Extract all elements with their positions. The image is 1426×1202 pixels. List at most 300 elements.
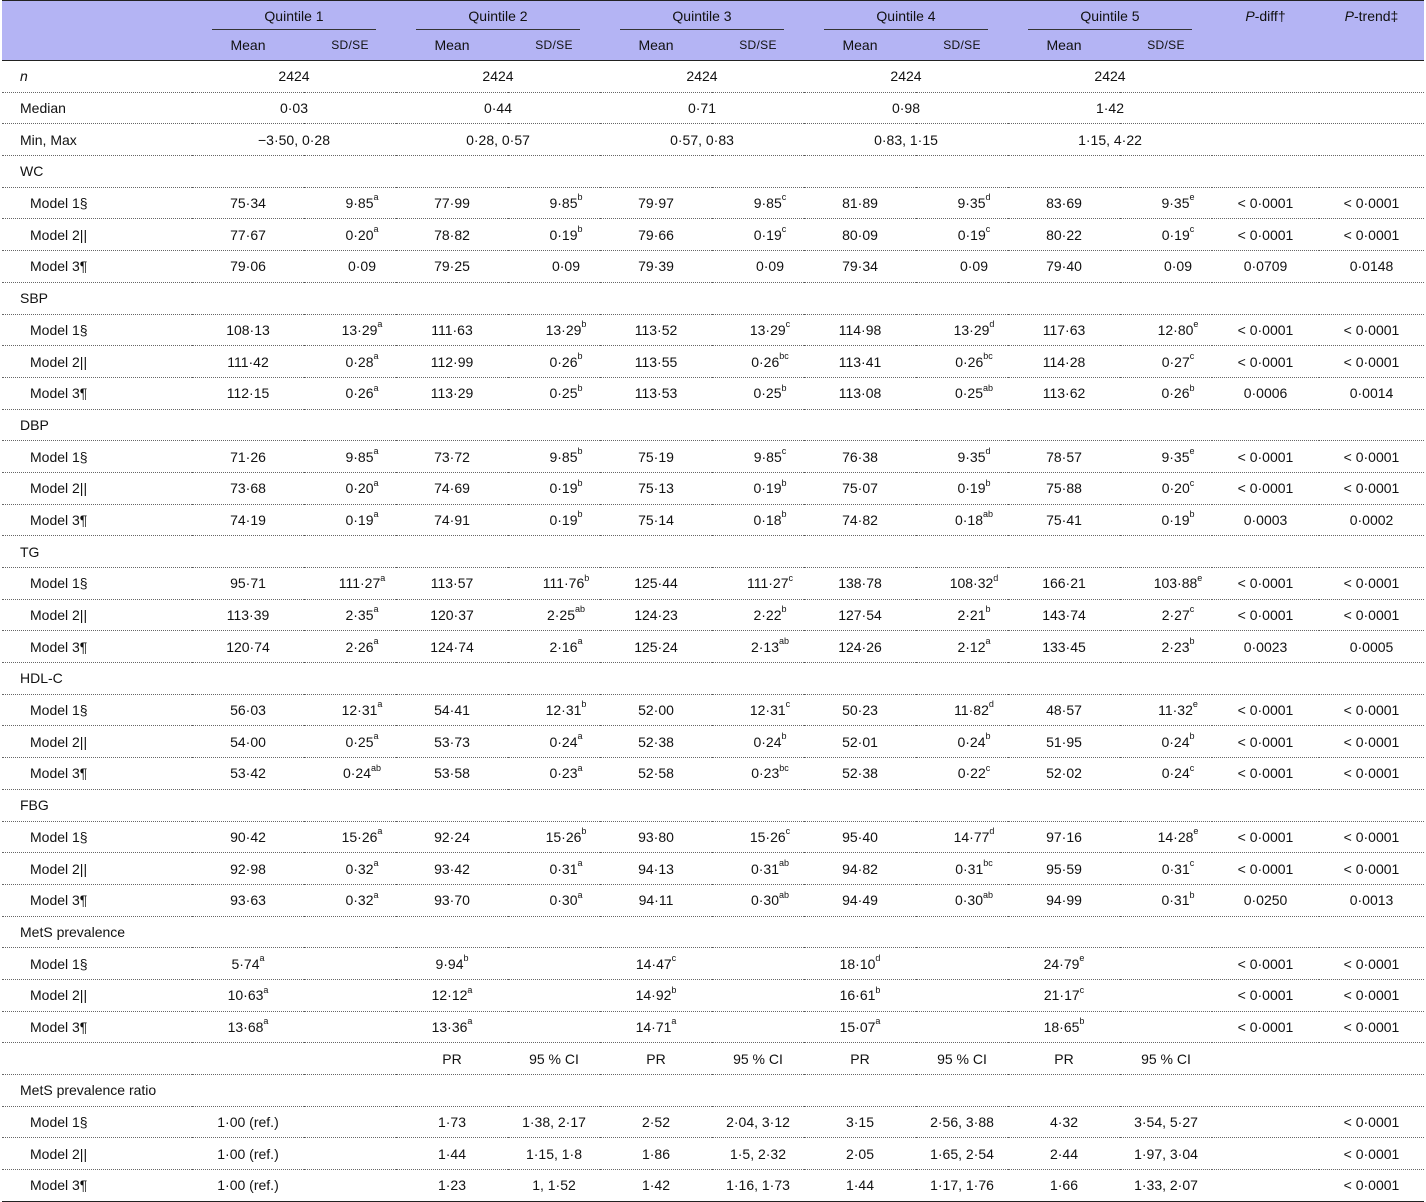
- mean-value: 111·42: [192, 346, 304, 378]
- empty-cell: [508, 156, 600, 188]
- empty-cell: [804, 663, 916, 695]
- significance-letter: b: [781, 604, 787, 615]
- sd-value: [712, 472, 804, 504]
- mean-value: 77·67: [192, 219, 304, 251]
- empty-cell: [1120, 1011, 1212, 1043]
- significance-letter: a: [373, 636, 379, 647]
- table-row: [2, 853, 1424, 885]
- empty-cell: [1212, 1170, 1319, 1202]
- sd-number: 2·35: [345, 607, 374, 624]
- sd-value: [304, 251, 396, 283]
- model-label: Model 3¶: [2, 377, 192, 409]
- significance-letter: c: [1189, 224, 1195, 235]
- sd-number: 0·31: [1161, 892, 1190, 909]
- sd-value: [304, 504, 396, 536]
- sd-value: [1120, 219, 1212, 251]
- sd-value: [304, 314, 396, 346]
- mean-value: 75·14: [600, 504, 712, 536]
- sd-value: [712, 251, 804, 283]
- prevalence-value: [396, 979, 508, 1011]
- sd-value: [1120, 441, 1212, 473]
- empty-cell: [600, 789, 712, 821]
- ci-value: 1, 1·52: [508, 1170, 600, 1202]
- sd-number: 0·28: [345, 353, 374, 370]
- prevalence-value: [396, 948, 508, 980]
- p-diff-italic: P: [1245, 7, 1255, 24]
- empty-cell: [1319, 282, 1424, 314]
- empty-cell: [1212, 1075, 1319, 1107]
- empty-cell: [712, 1011, 804, 1043]
- significance-letter: e: [1189, 192, 1195, 203]
- empty-cell: [1008, 663, 1120, 695]
- empty-cell: [916, 156, 1008, 188]
- pr-header: PR: [804, 1043, 916, 1075]
- sd-number: 0·19: [549, 511, 578, 528]
- p-diff-value: < 0·0001: [1212, 599, 1319, 631]
- empty-cell: [712, 282, 804, 314]
- mean-value: 75·34: [192, 187, 304, 219]
- prevalence-value: [1008, 979, 1120, 1011]
- mean-value: 73·68: [192, 472, 304, 504]
- sd-value: [916, 441, 1008, 473]
- empty-cell: [916, 948, 1008, 980]
- prevalence-value: [600, 1011, 712, 1043]
- significance-letter: c: [985, 224, 991, 235]
- mean-value: 79·25: [396, 251, 508, 283]
- significance-letter: b: [584, 572, 590, 583]
- sd-value: [916, 884, 1008, 916]
- empty-cell: [508, 409, 600, 441]
- prevalence-number: 21·17: [1043, 987, 1080, 1004]
- significance-letter: a: [875, 1016, 881, 1027]
- significance-letter: a: [373, 604, 379, 615]
- sd-value: [712, 726, 804, 758]
- sd-number: 0·24: [549, 733, 578, 750]
- quintile-header: Quintile 1: [192, 1, 396, 31]
- sd-value: [304, 219, 396, 251]
- sd-number: 2·25: [546, 607, 575, 624]
- mean-value: 53·58: [396, 758, 508, 790]
- empty-cell: [508, 1075, 600, 1107]
- ci-value: 1·97, 3·04: [1120, 1138, 1212, 1170]
- p-diff-value: 0·0250: [1212, 884, 1319, 916]
- p-diff-suffix: -diff†: [1254, 7, 1286, 24]
- model-label: Model 2||: [2, 599, 192, 631]
- significance-letter: a: [671, 1016, 677, 1027]
- table-row: [2, 948, 1424, 980]
- sd-value: [304, 726, 396, 758]
- sd-value: [1120, 821, 1212, 853]
- sd-value: [712, 219, 804, 251]
- sd-number: 2·13: [750, 638, 779, 655]
- prevalence-number: 14·71: [635, 1018, 672, 1035]
- significance-letter: c: [781, 192, 787, 203]
- ci-value: 1·17, 1·76: [916, 1170, 1008, 1202]
- sd-value: [712, 504, 804, 536]
- mean-value: 93·80: [600, 821, 712, 853]
- sd-value: [1120, 884, 1212, 916]
- table-row: [2, 1138, 1424, 1170]
- significance-letter: b: [1189, 509, 1195, 520]
- prevalence-number: 18·10: [839, 955, 876, 972]
- significance-letter: a: [577, 857, 583, 868]
- significance-letter: c: [1189, 857, 1195, 868]
- ci-header: 95 % CI: [1120, 1043, 1212, 1075]
- mean-value: 75·13: [600, 472, 712, 504]
- empty-cell: [1212, 282, 1319, 314]
- p-trend-italic: P: [1344, 7, 1354, 24]
- significance-letter: c: [985, 762, 991, 773]
- row-label-text: Median: [20, 100, 66, 117]
- model-label: Model 3¶: [2, 1011, 192, 1043]
- empty-cell: [1319, 916, 1424, 948]
- table-row: [2, 441, 1424, 473]
- empty-cell: [600, 1075, 712, 1107]
- sd-value: [712, 568, 804, 600]
- header-blank: [2, 30, 192, 61]
- empty-cell: [916, 916, 1008, 948]
- empty-cell: [1120, 916, 1212, 948]
- sd-value: [916, 377, 1008, 409]
- mean-value: 127·54: [804, 599, 916, 631]
- empty-cell: [1120, 663, 1212, 695]
- sd-value: [508, 472, 600, 504]
- significance-letter: a: [985, 636, 991, 647]
- p-diff-value: < 0·0001: [1212, 948, 1319, 980]
- empty-cell: [304, 1138, 396, 1170]
- sd-value: [1120, 504, 1212, 536]
- sd-number: 111·76: [542, 575, 585, 592]
- table-row: [2, 219, 1424, 251]
- significance-letter: ab: [779, 889, 790, 900]
- mean-value: 133·45: [1008, 631, 1120, 663]
- sd-number: 0·19: [957, 226, 986, 243]
- empty-cell: [304, 282, 396, 314]
- empty-cell: [1212, 1106, 1319, 1138]
- sd-value: [304, 187, 396, 219]
- significance-letter: a: [577, 889, 583, 900]
- prevalence-value: [1008, 948, 1120, 980]
- sd-number: 0·25: [345, 733, 374, 750]
- p-trend-value: < 0·0001: [1319, 853, 1424, 885]
- pr-value: 1·23: [396, 1170, 508, 1202]
- empty-cell: [508, 948, 600, 980]
- significance-letter: b: [781, 382, 787, 393]
- empty-cell: [712, 663, 804, 695]
- sd-value: [916, 314, 1008, 346]
- sd-number: 9·85: [753, 195, 782, 212]
- ci-value: 1·16, 1·73: [712, 1170, 804, 1202]
- empty-cell: [1212, 156, 1319, 188]
- prevalence-number: 9·94: [435, 955, 464, 972]
- empty-cell: [192, 282, 304, 314]
- mean-value: 94·49: [804, 884, 916, 916]
- sd-value: [508, 377, 600, 409]
- significance-letter: ab: [779, 857, 790, 868]
- table-row: [2, 884, 1424, 916]
- significance-letter: a: [377, 699, 383, 710]
- significance-letter: b: [1189, 382, 1195, 393]
- p-diff-value: 0·0006: [1212, 377, 1319, 409]
- mean-value: 94·82: [804, 853, 916, 885]
- empty-cell: [508, 282, 600, 314]
- empty-cell: [1319, 1075, 1424, 1107]
- mean-value: 93·70: [396, 884, 508, 916]
- significance-letter: d: [993, 572, 999, 583]
- empty-cell: [396, 916, 508, 948]
- group-label: DBP: [2, 409, 192, 441]
- reference-value: 1·00 (ref.): [192, 1170, 304, 1202]
- p-diff-value: < 0·0001: [1212, 187, 1319, 219]
- significance-letter: b: [985, 604, 991, 615]
- mean-value: 94·13: [600, 853, 712, 885]
- sd-number: 0·19: [345, 511, 374, 528]
- significance-letter: a: [263, 1016, 269, 1027]
- sd-number: 0·30: [750, 892, 779, 909]
- mean-value: 143·74: [1008, 599, 1120, 631]
- sd-value: [508, 821, 600, 853]
- significance-letter: a: [577, 731, 583, 742]
- empty-cell: [1319, 409, 1424, 441]
- sd-value: [304, 758, 396, 790]
- empty-cell: [600, 536, 712, 568]
- significance-letter: e: [1079, 952, 1085, 963]
- mean-value: 112·99: [396, 346, 508, 378]
- mean-value: 120·74: [192, 631, 304, 663]
- summary-value: 2424: [600, 61, 804, 93]
- summary-value: 2424: [396, 61, 600, 93]
- mean-value: 74·91: [396, 504, 508, 536]
- ci-header: 95 % CI: [916, 1043, 1008, 1075]
- p-diff-value: < 0·0001: [1212, 726, 1319, 758]
- mean-value: 138·78: [804, 568, 916, 600]
- empty-cell: [1212, 663, 1319, 695]
- ci-value: 1·65, 2·54: [916, 1138, 1008, 1170]
- empty-cell: [712, 409, 804, 441]
- empty-cell: [508, 1011, 600, 1043]
- empty-cell: [916, 282, 1008, 314]
- p-diff-value: < 0·0001: [1212, 568, 1319, 600]
- empty-cell: [304, 1011, 396, 1043]
- pr-value: 1·73: [396, 1106, 508, 1138]
- empty-cell: [1212, 92, 1319, 124]
- mean-header: Mean: [804, 30, 916, 61]
- mean-value: 75·19: [600, 441, 712, 473]
- sd-number: 0·25: [549, 385, 578, 402]
- p-trend-value: 0·0005: [1319, 631, 1424, 663]
- empty-cell: [304, 1106, 396, 1138]
- p-diff-value: < 0·0001: [1212, 979, 1319, 1011]
- mean-value: 79·66: [600, 219, 712, 251]
- empty-cell: [916, 979, 1008, 1011]
- mean-value: 113·57: [396, 568, 508, 600]
- sd-number: 2·22: [753, 607, 782, 624]
- sd-number: 0·25: [954, 385, 983, 402]
- significance-letter: b: [581, 319, 587, 330]
- model-label: Model 1§: [2, 187, 192, 219]
- sd-number: 0·09: [755, 258, 785, 275]
- sd-number: 0·25: [753, 385, 782, 402]
- sd-number: 0·24: [957, 733, 986, 750]
- significance-letter: b: [1189, 731, 1195, 742]
- significance-letter: b: [581, 826, 587, 837]
- p-trend-value: < 0·0001: [1319, 568, 1424, 600]
- significance-letter: b: [577, 224, 583, 235]
- model-label: Model 2||: [2, 726, 192, 758]
- pr-value: 1·86: [600, 1138, 712, 1170]
- empty-cell: [508, 916, 600, 948]
- sd-number: 0·18: [954, 511, 983, 528]
- sd-value: [916, 187, 1008, 219]
- sd-number: 15·26: [545, 828, 582, 845]
- significance-letter: ab: [983, 509, 994, 520]
- pr-value: 1·44: [804, 1170, 916, 1202]
- empty-cell: [1212, 536, 1319, 568]
- significance-letter: b: [985, 477, 991, 488]
- table-row: [2, 1106, 1424, 1138]
- pr-value: 1·42: [600, 1170, 712, 1202]
- significance-letter: b: [577, 382, 583, 393]
- group-label: TG: [2, 536, 192, 568]
- empty-cell: [192, 663, 304, 695]
- mean-value: 50·23: [804, 694, 916, 726]
- sd-value: [508, 726, 600, 758]
- p-trend-value: < 0·0001: [1319, 1011, 1424, 1043]
- empty-cell: [1319, 124, 1424, 156]
- significance-letter: e: [1193, 319, 1199, 330]
- sd-se-header: SD/SE: [508, 30, 600, 61]
- model-label: Model 2||: [2, 472, 192, 504]
- sd-value: [304, 377, 396, 409]
- significance-letter: c: [788, 572, 793, 583]
- mean-value: 48·57: [1008, 694, 1120, 726]
- significance-letter: c: [1079, 984, 1085, 995]
- sd-number: 11·82: [954, 702, 989, 719]
- sd-value: [508, 568, 600, 600]
- significance-letter: b: [577, 509, 583, 520]
- prevalence-number: 18·65: [1043, 1018, 1080, 1035]
- significance-letter: d: [989, 319, 995, 330]
- mean-value: 111·63: [396, 314, 508, 346]
- sd-value: [712, 758, 804, 790]
- sd-number: 0·24: [1161, 765, 1190, 782]
- model-label: Model 2||: [2, 1138, 192, 1170]
- sd-value: [508, 314, 600, 346]
- sd-number: 15·26: [749, 828, 786, 845]
- summary-value: 0·28, 0·57: [396, 124, 600, 156]
- group-label-row: [2, 409, 1424, 441]
- sd-se-header: SD/SE: [712, 30, 804, 61]
- header-blank: [2, 1, 192, 31]
- p-trend-value: < 0·0001: [1319, 948, 1424, 980]
- significance-letter: b: [781, 477, 787, 488]
- sd-number: 0·26: [345, 385, 374, 402]
- sd-value: [508, 694, 600, 726]
- significance-letter: a: [373, 509, 379, 520]
- group-label-row: [2, 282, 1424, 314]
- mean-value: 95·71: [192, 568, 304, 600]
- p-diff-value: < 0·0001: [1212, 1011, 1319, 1043]
- table-row: [2, 979, 1424, 1011]
- significance-letter: b: [1189, 889, 1195, 900]
- pr-value: 2·05: [804, 1138, 916, 1170]
- empty-cell: [916, 409, 1008, 441]
- sd-number: 0·23: [751, 765, 780, 782]
- significance-letter: a: [467, 984, 473, 995]
- significance-letter: b: [1189, 636, 1195, 647]
- sd-value: [508, 346, 600, 378]
- pr-header: PR: [1008, 1043, 1120, 1075]
- ci-header: 95 % CI: [712, 1043, 804, 1075]
- prevalence-number: 14·47: [635, 955, 672, 972]
- sd-value: [916, 853, 1008, 885]
- empty-cell: [304, 1043, 396, 1075]
- p-trend-value: < 0·0001: [1319, 1106, 1424, 1138]
- prevalence-number: 14·92: [635, 987, 672, 1004]
- sd-number: 12·31: [749, 702, 786, 719]
- empty-cell: [712, 948, 804, 980]
- summary-value: 0·44: [396, 92, 600, 124]
- quintile-header: Quintile 3: [600, 1, 804, 31]
- mean-value: 95·59: [1008, 853, 1120, 885]
- prevalence-number: 13·68: [227, 1018, 264, 1035]
- p-trend-value: < 0·0001: [1319, 694, 1424, 726]
- sd-number: 111·27: [746, 575, 789, 592]
- sd-value: [916, 504, 1008, 536]
- p-diff-value: 0·0023: [1212, 631, 1319, 663]
- significance-letter: a: [373, 445, 379, 456]
- sd-number: 12·31: [341, 702, 378, 719]
- p-trend-value: < 0·0001: [1319, 979, 1424, 1011]
- sd-value: [916, 346, 1008, 378]
- sd-value: [916, 631, 1008, 663]
- sd-number: 2·27: [1161, 607, 1190, 624]
- mean-value: 79·40: [1008, 251, 1120, 283]
- significance-letter: c: [781, 445, 787, 456]
- mean-value: 53·42: [192, 758, 304, 790]
- empty-cell: [1120, 156, 1212, 188]
- sd-se-header: SD/SE: [916, 30, 1008, 61]
- empty-cell: [396, 409, 508, 441]
- summary-value: 2424: [804, 61, 1008, 93]
- sd-value: [712, 884, 804, 916]
- prevalence-value: [192, 1011, 304, 1043]
- table-row: [2, 1170, 1424, 1202]
- sd-value: [508, 504, 600, 536]
- significance-letter: b: [577, 192, 583, 203]
- summary-value: 0·98: [804, 92, 1008, 124]
- mean-value: 120·37: [396, 599, 508, 631]
- sd-value: [916, 219, 1008, 251]
- empty-cell: [396, 282, 508, 314]
- empty-cell: [1008, 916, 1120, 948]
- mean-value: 124·74: [396, 631, 508, 663]
- model-label: Model 1§: [2, 694, 192, 726]
- sd-value: [712, 314, 804, 346]
- pr-value: 1·66: [1008, 1170, 1120, 1202]
- mean-value: 51·95: [1008, 726, 1120, 758]
- group-label-row: [2, 789, 1424, 821]
- summary-row: [2, 92, 1424, 124]
- sd-value: [508, 187, 600, 219]
- mean-value: 97·16: [1008, 821, 1120, 853]
- significance-letter: a: [373, 350, 379, 361]
- model-label: Model 1§: [2, 821, 192, 853]
- significance-letter: b: [1079, 1016, 1085, 1027]
- reference-value: 1·00 (ref.): [192, 1106, 304, 1138]
- quintile-header: Quintile 2: [396, 1, 600, 31]
- mean-value: 52·38: [600, 726, 712, 758]
